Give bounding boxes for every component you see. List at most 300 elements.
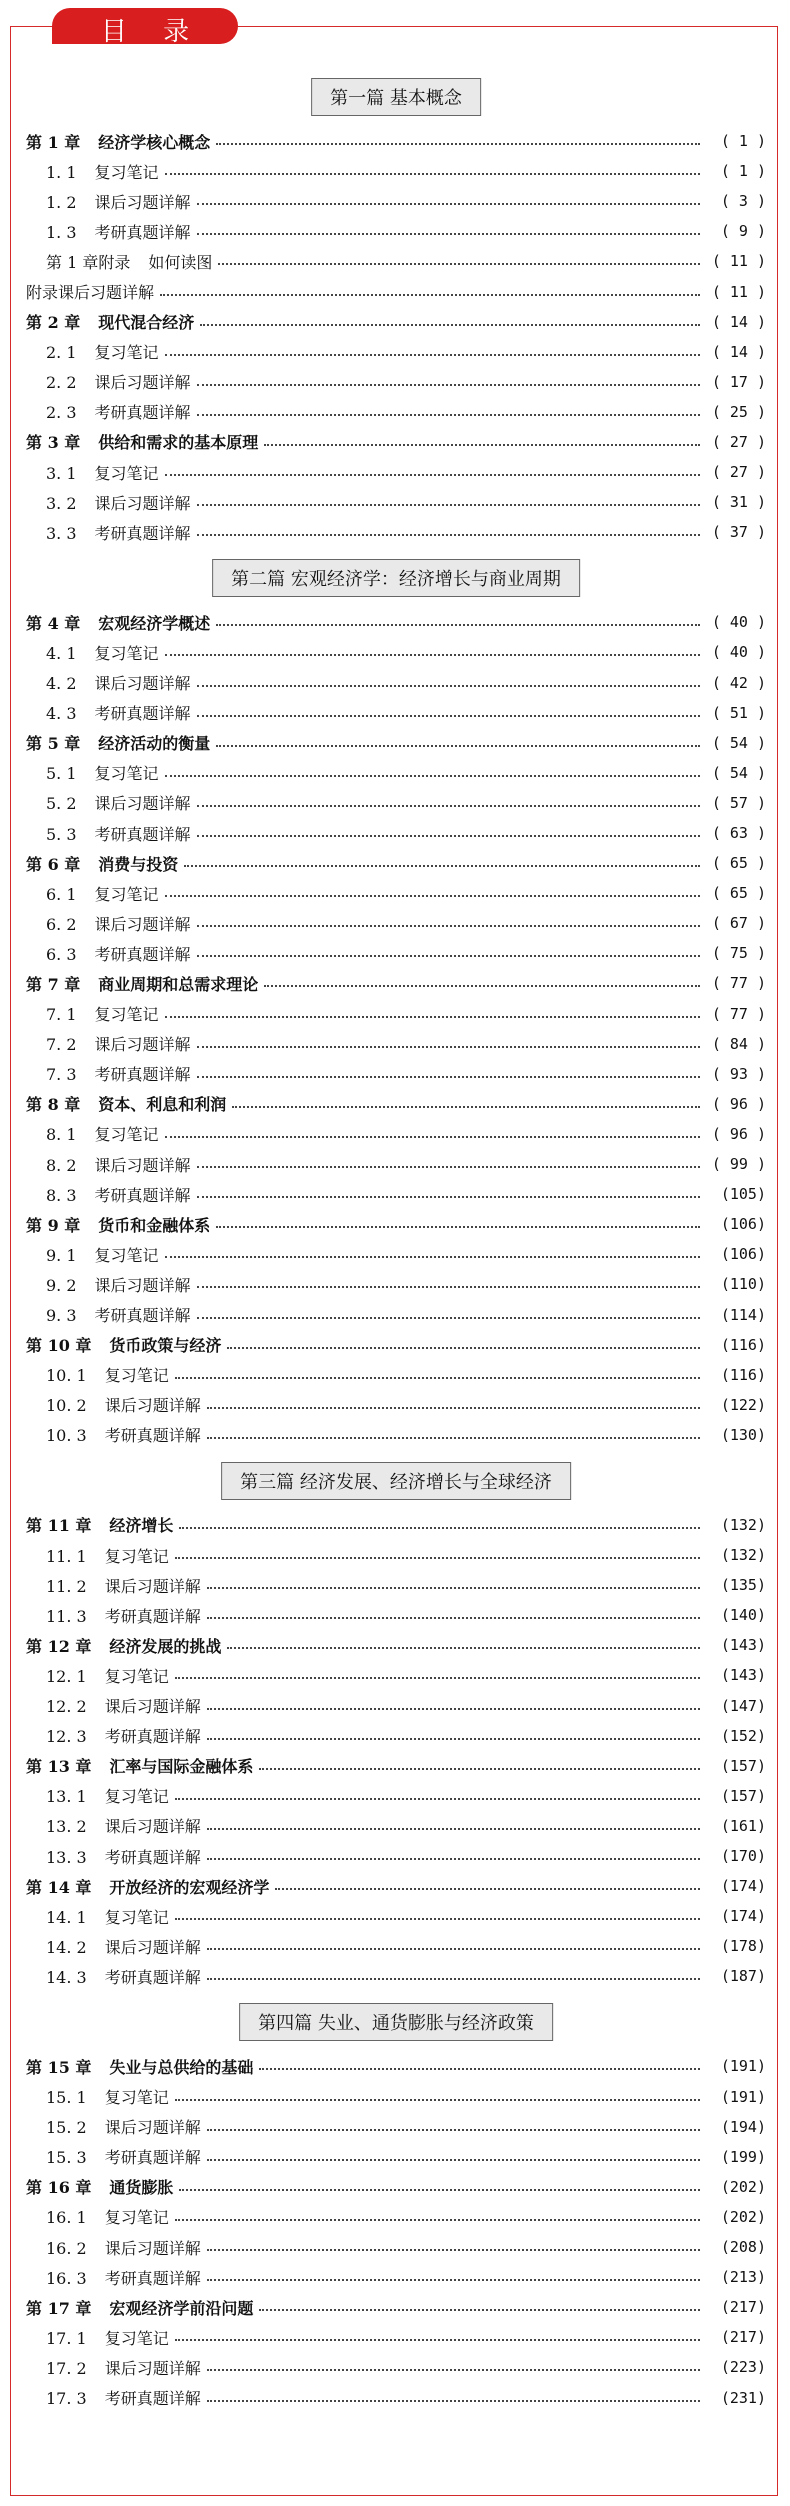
toc-page-number: (157) [720, 1786, 766, 1805]
toc-entry-number: 2. 2 [46, 373, 77, 393]
toc-entry-label [26, 2055, 259, 2078]
toc-entry-title: 考研真题详解 [104, 2389, 201, 2409]
toc-entry-title: 附录课后习题详解 [26, 283, 155, 303]
toc-page-number: (202) [720, 2207, 766, 2226]
toc-entry-row[interactable] [26, 788, 766, 818]
toc-entry-title: 课后习题详解 [104, 2118, 201, 2138]
toc-chapter-row[interactable] [26, 848, 766, 878]
toc-chapter-row[interactable] [26, 126, 766, 156]
toc-entry-row[interactable] [26, 487, 766, 517]
toc-entry-title: 复习笔记 [94, 162, 159, 182]
toc-entry-number: 5. 3 [46, 824, 77, 844]
toc-entry-row[interactable] [26, 1059, 766, 1089]
toc-entry-title: 复习笔记 [104, 2328, 169, 2348]
toc-page-number: ( 11 ) [711, 252, 766, 271]
toc-entry-title: 课后习题详解 [104, 1576, 201, 1596]
toc-entry-label [26, 220, 197, 243]
dot-leader [197, 925, 700, 927]
toc-entry-number: 8. 2 [46, 1155, 77, 1175]
toc-entry-title: 课后习题详解 [94, 914, 191, 934]
toc-entry-title: 消费与投资 [98, 854, 179, 874]
toc-page-number: (143) [720, 1636, 766, 1655]
toc-entry-label [26, 250, 218, 273]
toc-page-number: (152) [720, 1726, 766, 1745]
toc-page-number: (147) [720, 1696, 766, 1715]
dot-leader [207, 1948, 700, 1950]
toc-entry-number: 9. 3 [46, 1306, 77, 1326]
toc-entry-row[interactable] [26, 1029, 766, 1059]
toc-entry-label [26, 1513, 179, 1536]
toc-entry-number: 第 3 章 [26, 433, 81, 453]
toc-entry-label [26, 1333, 227, 1356]
toc-page-number: ( 3 ) [720, 192, 766, 211]
toc-page-number: ( 11 ) [711, 282, 766, 301]
dot-leader [197, 685, 700, 687]
toc-page-number: ( 93 ) [711, 1064, 766, 1083]
toc-entry-label [26, 972, 264, 995]
toc-entry-number: 12. 1 [46, 1666, 87, 1686]
toc-page-number: ( 57 ) [711, 793, 766, 812]
toc-entry-title: 复习笔记 [104, 1366, 169, 1386]
toc-entry-row[interactable] [26, 2112, 766, 2142]
toc-entry-title: 经济活动的衡量 [98, 734, 211, 754]
toc-entry-title: 考研真题详解 [104, 2148, 201, 2168]
toc-entry-row[interactable] [26, 397, 766, 427]
toc-entry-row[interactable] [26, 1179, 766, 1209]
toc-entry-label [26, 1032, 197, 1055]
toc-page-number: ( 96 ) [711, 1124, 766, 1143]
toc-entry-row[interactable] [26, 517, 766, 547]
toc-entry-number: 13. 2 [46, 1817, 87, 1837]
toc-page-number: (187) [720, 1967, 766, 1986]
toc-entry-title: 复习笔记 [104, 2208, 169, 2228]
toc-page-number: (231) [720, 2388, 766, 2407]
toc-chapter-row[interactable] [26, 1089, 766, 1119]
dot-leader [197, 1317, 700, 1319]
toc-chapter-row[interactable] [26, 307, 766, 337]
toc-entry-label [26, 2356, 207, 2379]
toc-entry-title: 考研真题详解 [104, 1426, 201, 1446]
toc-entry-row[interactable] [26, 1721, 766, 1751]
toc-entry-number: 11. 3 [46, 1606, 87, 1626]
toc-entry-number: 16. 1 [46, 2208, 87, 2228]
toc-entry-label [26, 2115, 207, 2138]
toc-entry-number: 17. 3 [46, 2389, 87, 2409]
toc-entry-number: 8. 1 [46, 1125, 77, 1145]
toc-chapter-row[interactable] [26, 728, 766, 758]
toc-entry-title: 供给和需求的基本原理 [98, 433, 259, 453]
toc-entry-row[interactable] [26, 1660, 766, 1690]
toc-entry-row[interactable] [26, 1570, 766, 1600]
toc-entry-label [26, 1694, 207, 1717]
dot-leader [259, 2068, 700, 2070]
table-of-contents [26, 66, 766, 2413]
dot-leader [165, 775, 700, 777]
toc-chapter-row[interactable] [26, 1330, 766, 1360]
toc-entry-title: 考研真题详解 [94, 1185, 191, 1205]
dot-leader [197, 1046, 700, 1048]
dot-leader [165, 895, 700, 897]
toc-entry-label [26, 671, 197, 694]
dot-leader [197, 805, 700, 807]
toc-page-number: (106) [720, 1245, 766, 1264]
toc-entry-row[interactable] [26, 1961, 766, 1991]
toc-page-number: ( 14 ) [711, 342, 766, 361]
toc-page-number: (174) [720, 1877, 766, 1896]
toc-entry-row[interactable] [26, 1540, 766, 1570]
dot-leader [165, 654, 700, 656]
toc-entry-row[interactable] [26, 1149, 766, 1179]
toc-entry-label [26, 130, 216, 153]
toc-entry-number: 1. 2 [46, 192, 77, 212]
toc-entry-title: 复习笔记 [104, 1787, 169, 1807]
toc-entry-row[interactable] [26, 878, 766, 908]
toc-entry-title: 复习笔记 [94, 764, 159, 784]
toc-page-number: (132) [720, 1546, 766, 1565]
toc-entry-label [26, 1814, 207, 1837]
toc-entry-row[interactable] [26, 246, 766, 276]
toc-page-number: (143) [720, 1666, 766, 1685]
toc-entry-label [26, 1905, 175, 1928]
toc-entry-title: 考研真题详解 [94, 944, 191, 964]
dot-leader [207, 1407, 700, 1409]
toc-entry-label [26, 430, 264, 453]
toc-entry-title: 考研真题详解 [94, 704, 191, 724]
toc-entry-row[interactable] [26, 457, 766, 487]
toc-page-number: (170) [720, 1847, 766, 1866]
toc-entry-number: 6. 1 [46, 884, 77, 904]
dot-leader [216, 745, 700, 747]
toc-entry-row[interactable] [26, 999, 766, 1029]
toc-page-number: (122) [720, 1395, 766, 1414]
toc-chapter-row[interactable] [26, 968, 766, 998]
dot-leader [227, 1347, 700, 1349]
part-title: 第三篇 经济发展、经济增长与全球经济 [221, 1462, 571, 1500]
dot-leader [197, 414, 700, 416]
toc-entry-row[interactable] [26, 1420, 766, 1450]
dot-leader [207, 1617, 700, 1619]
toc-entry-row[interactable] [26, 2202, 766, 2232]
toc-entry-number: 11. 2 [46, 1576, 87, 1596]
toc-entry-row[interactable] [26, 938, 766, 968]
toc-entry-number: 第 14 章 [26, 1877, 92, 1897]
toc-entry-row[interactable] [26, 1931, 766, 1961]
dot-leader [264, 985, 700, 987]
toc-entry-title: 课后习题详解 [94, 794, 191, 814]
toc-page-number: (106) [720, 1215, 766, 1234]
toc-entry-title: 课后习题详解 [94, 1155, 191, 1175]
toc-entry-number: 14. 1 [46, 1907, 87, 1927]
toc-entry-row[interactable] [26, 1299, 766, 1329]
toc-entry-row[interactable] [26, 156, 766, 186]
toc-entry-number: 10. 3 [46, 1426, 87, 1446]
toc-entry-number: 第 9 章 [26, 1215, 81, 1235]
toc-page-number: ( 31 ) [711, 493, 766, 512]
toc-entry-number: 1. 1 [46, 162, 77, 182]
toc-page-number: (213) [720, 2268, 766, 2287]
toc-entry-title: 开放经济的宏观经济学 [109, 1877, 270, 1897]
toc-entry-title: 考研真题详解 [94, 222, 191, 242]
toc-entry-title: 课后习题详解 [104, 2358, 201, 2378]
toc-entry-title: 课后习题详解 [104, 1817, 201, 1837]
toc-entry-row[interactable] [26, 1390, 766, 1420]
toc-entry-row[interactable] [26, 1269, 766, 1299]
dot-leader [160, 294, 700, 296]
toc-entry-number: 14. 3 [46, 1967, 87, 1987]
toc-entry-title: 考研真题详解 [104, 1727, 201, 1747]
toc-entry-row[interactable] [26, 1811, 766, 1841]
toc-entry-number: 15. 2 [46, 2118, 87, 2138]
toc-entry-label [26, 370, 197, 393]
dot-leader [165, 354, 700, 356]
toc-entry-label [26, 1604, 207, 1627]
toc-entry-row[interactable] [26, 1119, 766, 1149]
toc-entry-title: 复习笔记 [94, 1005, 159, 1025]
toc-entry-label [26, 1062, 197, 1085]
toc-entry-title: 考研真题详解 [104, 1967, 201, 1987]
toc-entry-row[interactable] [26, 1901, 766, 1931]
toc-entry-title: 货币政策与经济 [109, 1336, 222, 1356]
toc-entry-row[interactable] [26, 2082, 766, 2112]
toc-page-number: ( 96 ) [711, 1094, 766, 1113]
toc-entry-row[interactable] [26, 2322, 766, 2352]
part-title: 第一篇 基本概念 [311, 78, 481, 116]
toc-entry-label [26, 521, 197, 544]
toc-entry-row[interactable] [26, 758, 766, 788]
toc-entry-number: 第 2 章 [26, 313, 81, 333]
toc-entry-row[interactable] [26, 1600, 766, 1630]
toc-entry-number: 3. 3 [46, 523, 77, 543]
toc-entry-title: 考研真题详解 [104, 1847, 201, 1867]
toc-entry-label [26, 2236, 207, 2259]
toc-page-number: (208) [720, 2238, 766, 2257]
toc-chapter-row[interactable] [26, 2292, 766, 2322]
toc-entry-label [26, 942, 197, 965]
toc-page-number: (135) [720, 1576, 766, 1595]
toc-entry-number: 15. 1 [46, 2088, 87, 2108]
toc-entry-number: 2. 1 [46, 343, 77, 363]
dot-leader [184, 865, 700, 867]
toc-chapter-row[interactable] [26, 1871, 766, 1901]
toc-page-number: (202) [720, 2177, 766, 2196]
toc-entry-title: 课后习题详解 [104, 2238, 201, 2258]
toc-entry-row[interactable] [26, 2352, 766, 2382]
toc-page-number: ( 67 ) [711, 914, 766, 933]
toc-entry-row[interactable] [26, 1360, 766, 1390]
toc-chapter-row[interactable] [26, 1751, 766, 1781]
toc-entry-number: 17. 1 [46, 2328, 87, 2348]
toc-page-number: ( 99 ) [711, 1155, 766, 1174]
toc-page-number: ( 40 ) [711, 643, 766, 662]
toc-entry-row[interactable] [26, 668, 766, 698]
toc-entry-title: 考研真题详解 [94, 1306, 191, 1326]
toc-entry-row[interactable] [26, 1239, 766, 1269]
toc-entry-title: 课后习题详解 [94, 192, 191, 212]
toc-entry-label [26, 1122, 165, 1145]
toc-title: 目 录 [100, 17, 204, 47]
toc-entry-row[interactable] [26, 186, 766, 216]
dot-leader [207, 2400, 700, 2402]
toc-entry-number: 第 8 章 [26, 1095, 81, 1115]
toc-entry-title: 失业与总供给的基础 [109, 2057, 254, 2077]
toc-entry-number: 12. 3 [46, 1727, 87, 1747]
toc-entry-row[interactable] [26, 698, 766, 728]
toc-entry-label [26, 731, 216, 754]
toc-page-number: ( 84 ) [711, 1034, 766, 1053]
toc-chapter-row[interactable] [26, 1510, 766, 1540]
toc-entry-row[interactable] [26, 818, 766, 848]
toc-entry-title: 考研真题详解 [104, 1606, 201, 1626]
dot-leader [207, 2249, 700, 2251]
dot-leader [207, 1437, 700, 1439]
toc-entry-number: 第 7 章 [26, 974, 81, 994]
toc-entry-row[interactable] [26, 2142, 766, 2172]
toc-entry-label [26, 1544, 175, 1567]
dot-leader [175, 1918, 700, 1920]
toc-page-number: ( 37 ) [711, 523, 766, 542]
toc-page-number: (174) [720, 1907, 766, 1926]
dot-leader [216, 1226, 700, 1228]
dot-leader [175, 1798, 700, 1800]
toc-entry-number: 10. 1 [46, 1366, 87, 1386]
dot-leader [197, 504, 700, 506]
toc-entry-number: 2. 3 [46, 403, 77, 423]
toc-entry-title: 考研真题详解 [104, 2268, 201, 2288]
toc-entry-title: 宏观经济学前沿问题 [109, 2298, 254, 2318]
toc-entry-row[interactable] [26, 2232, 766, 2262]
toc-entry-row[interactable] [26, 1691, 766, 1721]
dot-leader [207, 1708, 700, 1710]
toc-entry-label [26, 1634, 227, 1657]
toc-page-number: (110) [720, 1275, 766, 1294]
toc-entry-label [26, 2205, 175, 2228]
toc-entry-label [26, 1243, 165, 1266]
toc-entry-label [26, 852, 184, 875]
toc-page-number: (116) [720, 1365, 766, 1384]
toc-entry-label [26, 1363, 175, 1386]
toc-entry-number: 第 15 章 [26, 2057, 92, 2077]
toc-entry-number: 8. 3 [46, 1185, 77, 1205]
dot-leader [175, 2099, 700, 2101]
dot-leader [175, 2339, 700, 2341]
toc-page-number: ( 14 ) [711, 312, 766, 331]
toc-entry-row[interactable] [26, 276, 766, 306]
toc-entry-row[interactable] [26, 2382, 766, 2412]
toc-entry-number: 9. 1 [46, 1245, 77, 1265]
toc-entry-number: 7. 1 [46, 1005, 77, 1025]
toc-entry-row[interactable] [26, 1781, 766, 1811]
toc-entry-number: 3. 1 [46, 463, 77, 483]
toc-entry-label [26, 791, 197, 814]
toc-entry-title: 复习笔记 [94, 1125, 159, 1145]
toc-page-number: ( 17 ) [711, 372, 766, 391]
toc-entry-number: 3. 2 [46, 493, 77, 513]
toc-entry-title: 课后习题详解 [94, 1035, 191, 1055]
toc-entry-label [26, 1273, 197, 1296]
toc-entry-title: 商业周期和总需求理论 [98, 974, 259, 994]
toc-page-number: (223) [720, 2358, 766, 2377]
toc-entry-label [26, 190, 197, 213]
toc-entry-label [26, 1784, 175, 1807]
toc-entry-label [26, 641, 165, 664]
toc-entry-title: 经济增长 [109, 1516, 174, 1536]
toc-entry-title: 复习笔记 [104, 1907, 169, 1927]
toc-page-number: ( 65 ) [711, 854, 766, 873]
toc-entry-row[interactable] [26, 908, 766, 938]
toc-page-number: ( 51 ) [711, 703, 766, 722]
dot-leader [207, 2279, 700, 2281]
toc-entry-label [26, 1423, 207, 1446]
toc-entry-title: 课后习题详解 [94, 674, 191, 694]
dot-leader [175, 1677, 700, 1679]
toc-entry-number: 16. 3 [46, 2268, 87, 2288]
toc-entry-label [26, 1875, 275, 1898]
toc-page-number: (140) [720, 1606, 766, 1625]
dot-leader [275, 1888, 700, 1890]
toc-entry-row[interactable] [26, 216, 766, 246]
toc-entry-label [26, 1664, 175, 1687]
toc-chapter-row[interactable] [26, 607, 766, 637]
dot-leader [200, 324, 700, 326]
toc-entry-label [26, 1724, 207, 1747]
toc-entry-row[interactable] [26, 637, 766, 667]
toc-entry-label [26, 701, 197, 724]
toc-entry-title: 复习笔记 [104, 1546, 169, 1566]
toc-page-number: (114) [720, 1305, 766, 1324]
toc-entry-label [26, 1002, 165, 1025]
toc-entry-number: 4. 3 [46, 704, 77, 724]
toc-entry-label [26, 1092, 232, 1115]
toc-page-number: (199) [720, 2147, 766, 2166]
toc-chapter-row[interactable] [26, 1209, 766, 1239]
toc-chapter-row[interactable] [26, 2172, 766, 2202]
toc-entry-number: 第 5 章 [26, 734, 81, 754]
toc-entry-number: 13. 3 [46, 1847, 87, 1867]
toc-entry-title: 考研真题详解 [94, 403, 191, 423]
dot-leader [165, 173, 700, 175]
dot-leader [207, 2129, 700, 2131]
toc-chapter-row[interactable] [26, 2051, 766, 2081]
toc-entry-row[interactable] [26, 367, 766, 397]
toc-entry-row[interactable] [26, 1841, 766, 1871]
dot-leader [197, 715, 700, 717]
toc-page-number: (191) [720, 2087, 766, 2106]
toc-entry-number: 第 10 章 [26, 1336, 92, 1356]
toc-entry-number: 6. 2 [46, 914, 77, 934]
part-heading [26, 1450, 766, 1510]
dot-leader [165, 1136, 700, 1138]
toc-entry-title: 课后习题详解 [104, 1396, 201, 1416]
toc-entry-title: 复习笔记 [94, 643, 159, 663]
toc-entry-number: 第 1 章 [26, 132, 81, 152]
dot-leader [197, 835, 700, 837]
toc-entry-label [26, 310, 200, 333]
toc-entry-label [26, 1303, 197, 1326]
toc-chapter-row[interactable] [26, 427, 766, 457]
toc-entry-number: 13. 1 [46, 1787, 87, 1807]
dot-leader [197, 384, 700, 386]
toc-entry-title: 资本、利息和利润 [98, 1095, 227, 1115]
toc-entry-title: 汇率与国际金融体系 [109, 1757, 254, 1777]
toc-entry-row[interactable] [26, 337, 766, 367]
toc-entry-label [26, 1183, 197, 1206]
toc-entry-title: 经济发展的挑战 [109, 1636, 222, 1656]
toc-entry-label [26, 491, 197, 514]
toc-entry-number: 7. 2 [46, 1035, 77, 1055]
toc-entry-row[interactable] [26, 2262, 766, 2292]
toc-chapter-row[interactable] [26, 1630, 766, 1660]
toc-entry-label [26, 280, 160, 303]
